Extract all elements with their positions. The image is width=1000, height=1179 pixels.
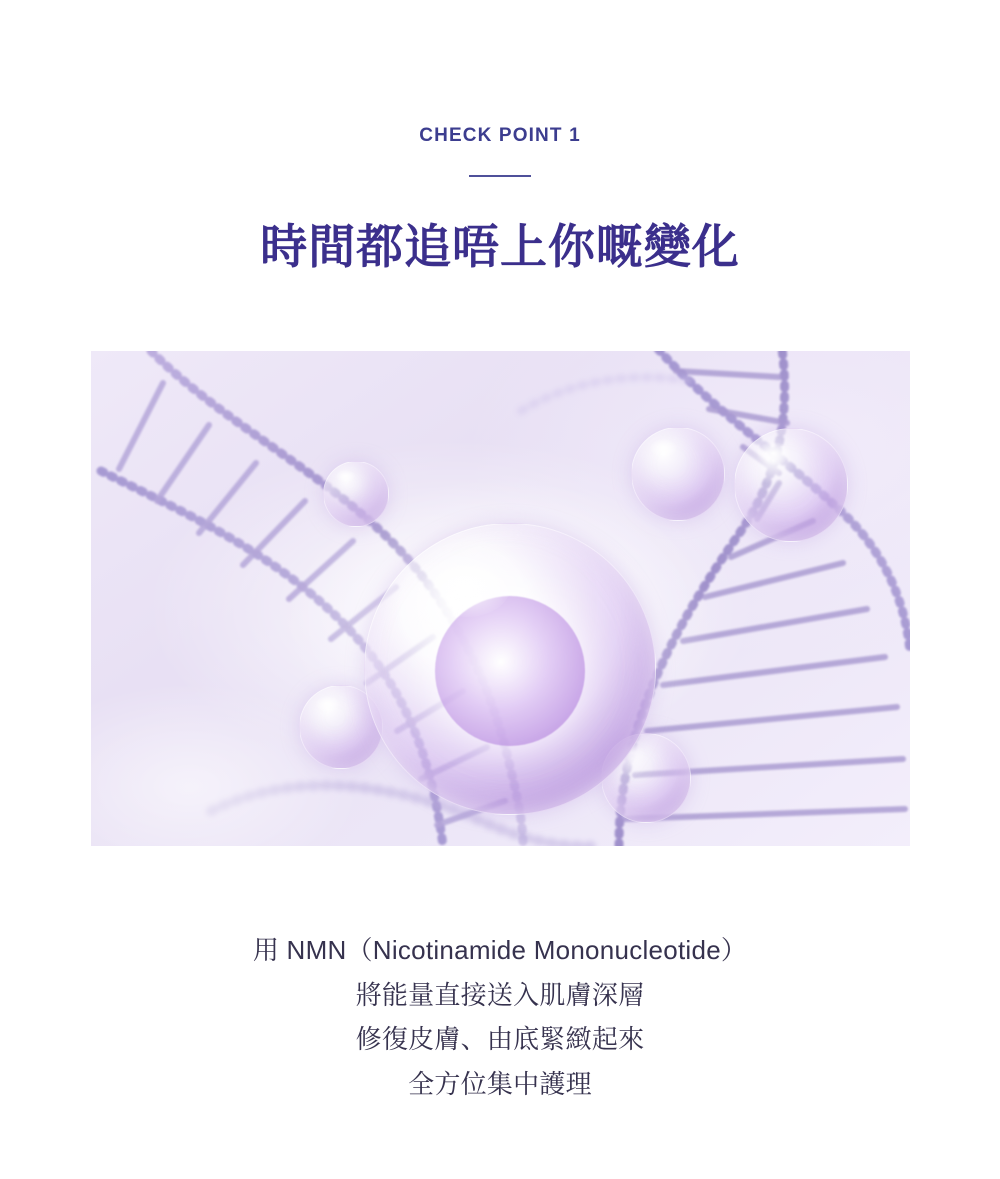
hero-image [91,351,910,846]
serum-bubble-small-left [323,461,389,527]
body-copy-line-1: 用 NMN（Nicotinamide Mononucleotide） [252,934,748,965]
body-copy [253,928,747,1107]
serum-bubble-core [435,596,585,746]
body-copy-line-4: 全方位集中護理 [408,1069,592,1100]
body-copy-line-2: 將能量直接送入肌膚深層 [355,979,645,1010]
page-title: 時間都追唔上你嘅變化 [260,220,740,273]
body-copy-line-3: 修復皮膚、由底緊緻起來 [355,1024,645,1055]
serum-bubble-top-right [734,428,848,542]
divider-rule [469,175,531,177]
check-point-label: CHECK POINT 1 [419,125,581,146]
serum-bubble-top-center [631,427,725,521]
serum-bubble-main [364,523,656,815]
